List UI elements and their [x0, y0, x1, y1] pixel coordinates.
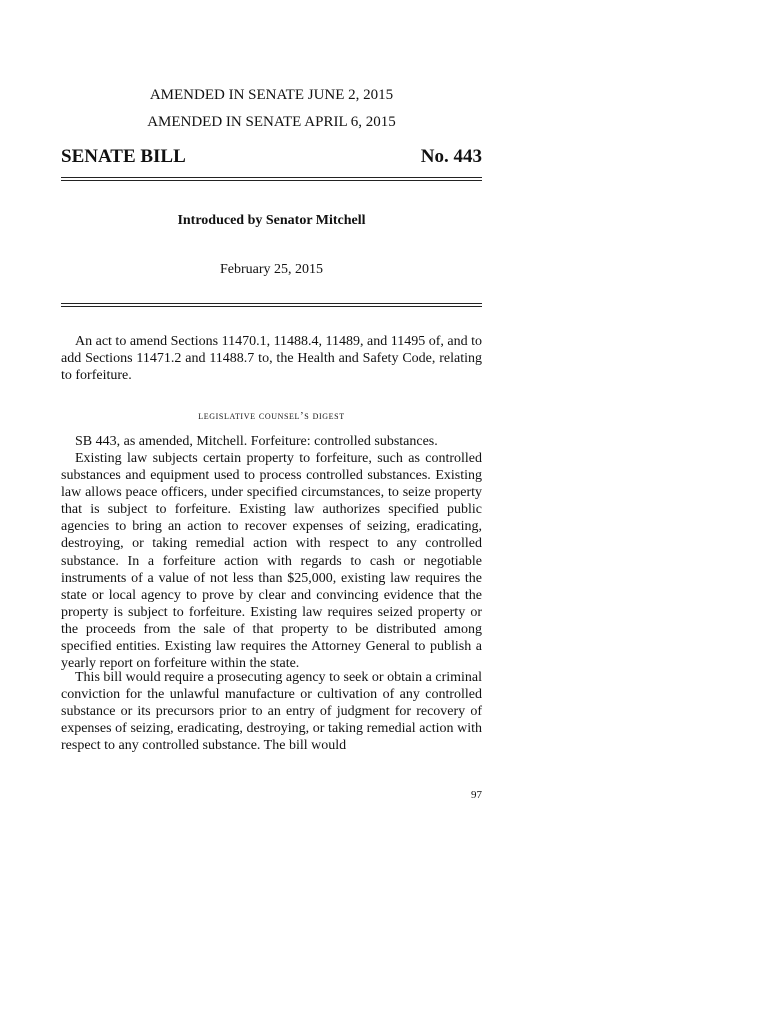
introduction-date: February 25, 2015	[219, 262, 324, 277]
bill-type: SENATE BILL	[61, 146, 186, 167]
document-page	[61, 0, 482, 1024]
digest-heading	[61, 409, 482, 423]
this-bill-paragraph: This bill would require a prosecuting agency to seek or obtain a criminal conviction for the unlawful manufacture or cultivation of any controlled substance or its precursors prior to an entry of judgment for recovery of expenses of seizing, eradicating, destroying, or taking remedial action with respect to any controlled substance. The bill would	[61, 670, 482, 754]
introduced-by: Introduced by Senator Mitchell	[177, 213, 366, 228]
page-number: 97	[471, 789, 482, 801]
existing-law-paragraph: Existing law subjects certain property to forfeiture, such as controlled substances and equipment used to process controlled substances. Existing law allows peace officers, under specified circumstances, to seize property that is subject to forfeiture. Existing law authorizes specified public agencies to bring an action to recover expenses of seizing, eradicating, destroying, or taking remedial action with respect to any controlled substance. In a forfeiture action with regards to cash or negotiable instruments of a value of not less than $25,000, existing law requires the state or local agency to prove by clear and convincing evidence that the property is subject to forfeiture. Existing law requires seized property or the proceeds from the sale of that property to be distributed among specified entities. Existing law requires the Attorney General to publish a yearly report on forfeiture within the state.	[61, 451, 482, 672]
amended-notice-april: AMENDED IN SENATE APRIL 6, 2015	[147, 114, 396, 130]
amended-notice-june: AMENDED IN SENATE JUNE 2, 2015	[149, 87, 394, 103]
intro-divider	[61, 303, 482, 307]
bill-title-row	[61, 146, 482, 168]
digest-heading-text: legislative counsel’s digest	[198, 410, 345, 422]
act-description: An act to amend Sections 11470.1, 11488.4, 11489, and 11495 of, and to add Sections 11471.2 and 11488.7 to, the Health and Safety Code, relating to forfeiture.	[61, 334, 482, 384]
bill-number: No. 443	[420, 146, 482, 167]
header-divider	[61, 177, 482, 181]
bill-summary-line: SB 443, as amended, Mitchell. Forfeiture: controlled substances.	[75, 434, 438, 449]
